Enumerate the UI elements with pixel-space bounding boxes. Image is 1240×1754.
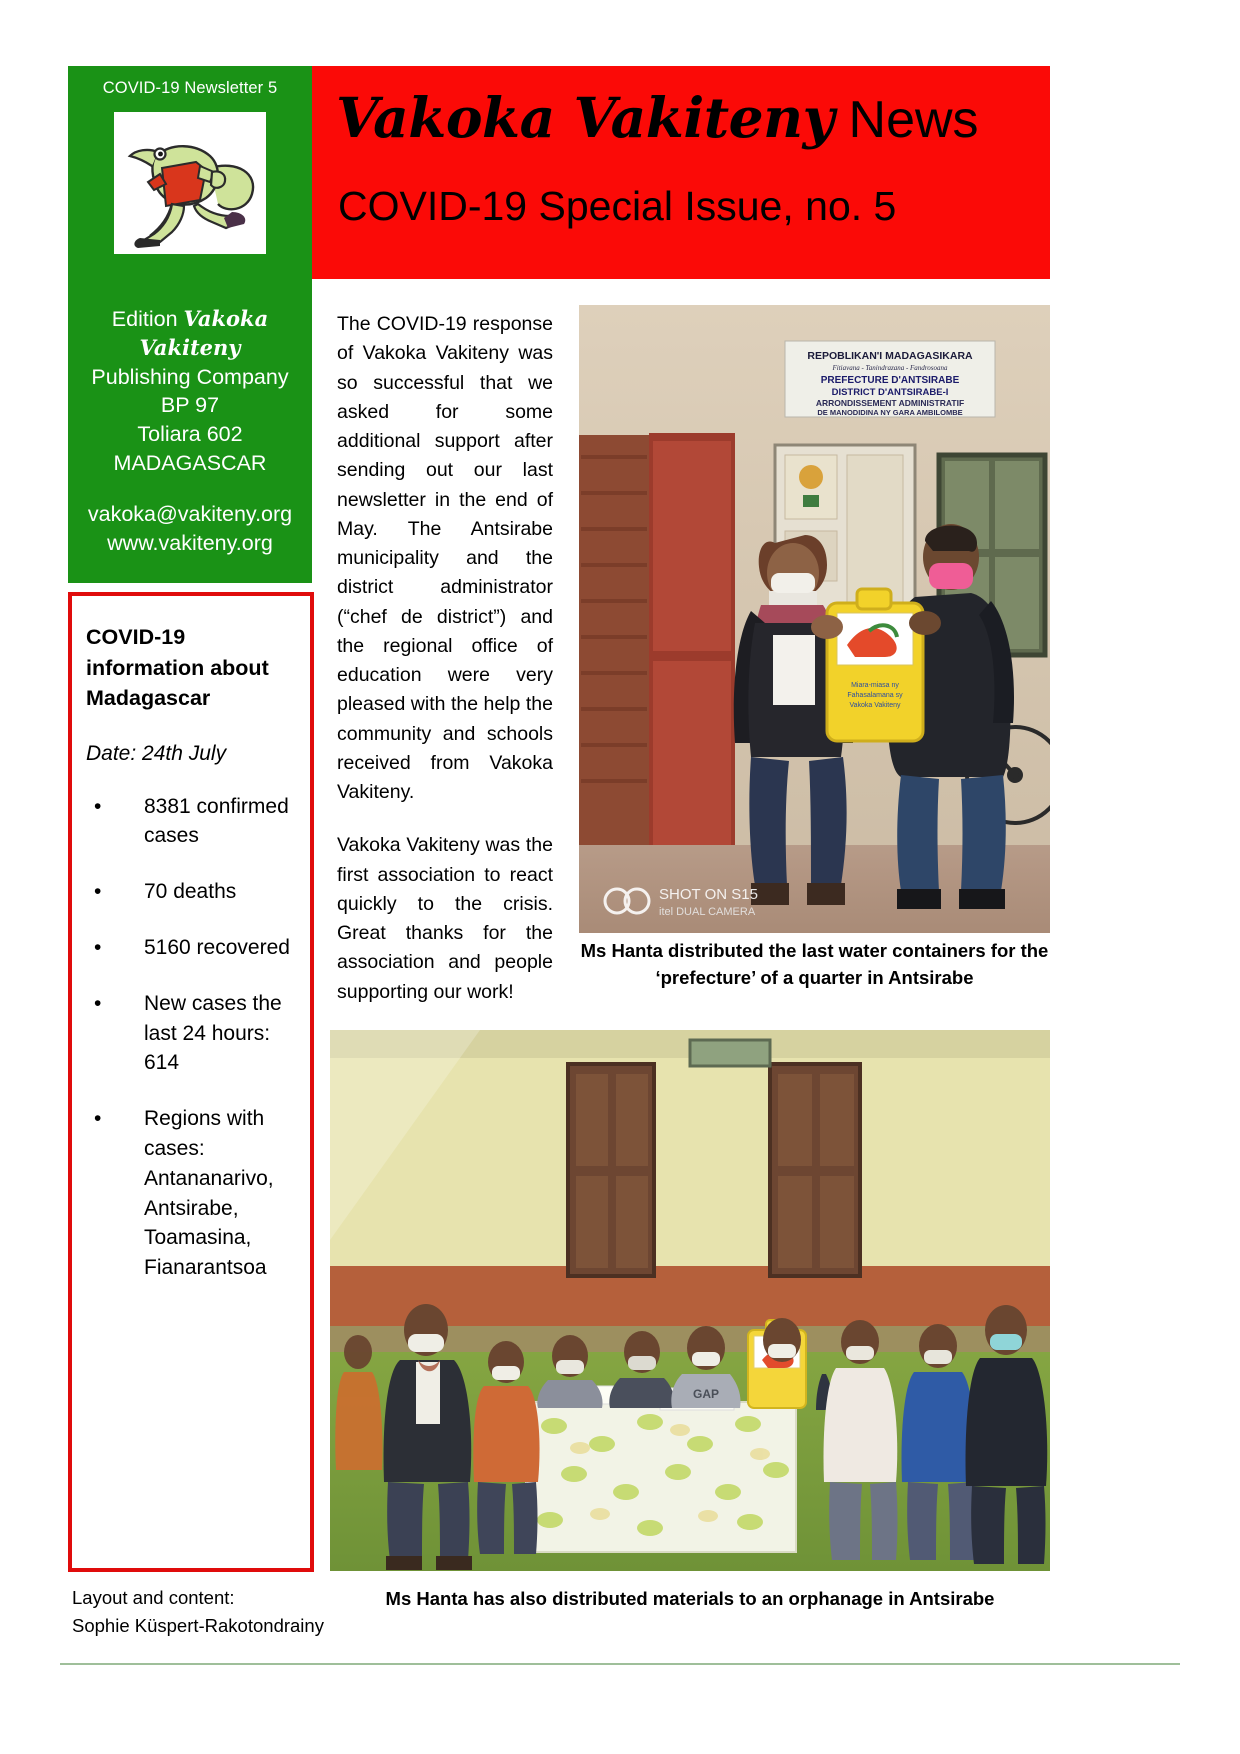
- list-item: [86, 1104, 298, 1283]
- list-item: [86, 792, 298, 852]
- publisher-panel: [68, 279, 312, 583]
- svg-text:REPOBLIKAN'I MADAGASIKARA: REPOBLIKAN'I MADAGASIKARA: [807, 350, 973, 362]
- covid-stat-text: 70 deaths: [144, 880, 237, 904]
- publisher-edition-prefix: Edition: [111, 307, 184, 331]
- svg-text:Miara-miasa ny: Miara-miasa ny: [851, 682, 899, 689]
- masthead-title: [336, 85, 979, 150]
- svg-text:DE MANODIDINA NY GARA AMBILOMB: DE MANODIDINA NY GARA AMBILOMBE: [817, 408, 963, 417]
- list-item: [86, 877, 298, 907]
- photo-caption-1: Ms Hanta distributed the last water containers for the ‘prefecture’ of a quarter in Antsirabe: [580, 940, 1049, 988]
- covid-info-date: Date: 24th July: [86, 741, 227, 765]
- footer-divider: [60, 1663, 1180, 1665]
- publisher-po-box: BP 97: [160, 393, 220, 418]
- newsletter-kicker: COVID-19 Newsletter 5: [102, 79, 278, 97]
- article-body: [337, 310, 553, 1007]
- covid-stat-text: New cases the last 24 hours: 614: [144, 991, 282, 1075]
- bullet-glyph: •: [94, 794, 102, 818]
- publisher-company: Publishing Company: [91, 364, 289, 389]
- bullet-glyph: •: [94, 991, 102, 1015]
- covid-stats-list: [86, 792, 298, 1284]
- brand-box: [68, 66, 312, 279]
- svg-text:Fahasalamana sy: Fahasalamana sy: [847, 692, 903, 699]
- svg-text:GAP: GAP: [692, 1387, 720, 1401]
- bullet-glyph: •: [94, 935, 102, 959]
- masthead-title-plain: News: [834, 91, 979, 149]
- covid-stat-text: 5160 recovered: [144, 935, 290, 959]
- photo-orphanage-distribution: [330, 1030, 1050, 1571]
- photo-water-container-handover: [579, 305, 1050, 933]
- svg-text:ARRONDISSEMENT ADMINISTRATIF: ARRONDISSEMENT ADMINISTRATIF: [815, 398, 965, 408]
- masthead-subtitle: COVID-19 Special Issue, no. 5: [338, 183, 897, 229]
- publisher-website[interactable]: www.vakiteny.org: [107, 530, 273, 555]
- svg-text:Vakoka Vakiteny: Vakoka Vakiteny: [849, 702, 901, 709]
- list-item: [86, 989, 298, 1078]
- credit-block: [72, 1584, 362, 1640]
- photo-watermark: SHOT ON S15: [659, 886, 758, 903]
- chameleon-running-logo-icon: [114, 112, 266, 254]
- covid-stat-text: 8381 confirmed cases: [144, 794, 289, 848]
- title-block: [312, 66, 1050, 279]
- covid-stat-text: Regions with cases: Antananarivo, Antsirabe, Toamasina, Fianarantsoa: [144, 1107, 274, 1280]
- publisher-edition-name: Vakoka Vakiteny: [139, 306, 269, 360]
- credit-line-1: Layout and content:: [72, 1587, 235, 1608]
- svg-text:PREFECTURE D'ANTSIRABE: PREFECTURE D'ANTSIRABE: [820, 375, 960, 386]
- publisher-country: MADAGASCAR: [113, 450, 267, 475]
- masthead-title-script: Vakoka Vakiteny: [336, 85, 835, 150]
- photo-watermark-sub: itel DUAL CAMERA: [659, 906, 756, 918]
- masthead: [68, 66, 1050, 279]
- covid-info-heading: COVID-19 information about Madagascar: [86, 625, 269, 711]
- article-paragraph: Vakoka Vakiteny was the first association to react quickly to the crisis. Great thanks for the association and people supporting our work!: [337, 834, 553, 1003]
- credit-line-2: Sophie Küspert-Rakotondrainy: [72, 1614, 324, 1636]
- svg-text:DISTRICT D'ANTSIRABE-I: DISTRICT D'ANTSIRABE-I: [831, 387, 949, 398]
- publisher-email[interactable]: vakoka@vakiteny.org: [87, 501, 293, 526]
- publisher-city: Toliara 602: [137, 422, 243, 447]
- bullet-glyph: •: [94, 1107, 102, 1131]
- publisher-spacer: [68, 478, 312, 500]
- svg-text:Fitiavana - Tanindrazana - Fan: Fitiavana - Tanindrazana - Fandrosoana: [832, 364, 948, 372]
- bullet-glyph: •: [94, 880, 102, 904]
- article-paragraph: The COVID-19 response of Vakoka Vakiteny was so successful that we asked for some additional support after sending out our last newsletter in the end of May. The Antsirabe municipality and the district administrator (“chef de district”) and the regional office of education were very pleased with the help the community and schools received from Vakoka Vakiteny.: [337, 313, 553, 803]
- covid-info-box: [68, 592, 314, 1572]
- photo-caption-2: Ms Hanta has also distributed materials to an orphanage in Antsirabe: [385, 1588, 995, 1609]
- list-item: [86, 933, 298, 963]
- publisher-edition: [68, 305, 312, 363]
